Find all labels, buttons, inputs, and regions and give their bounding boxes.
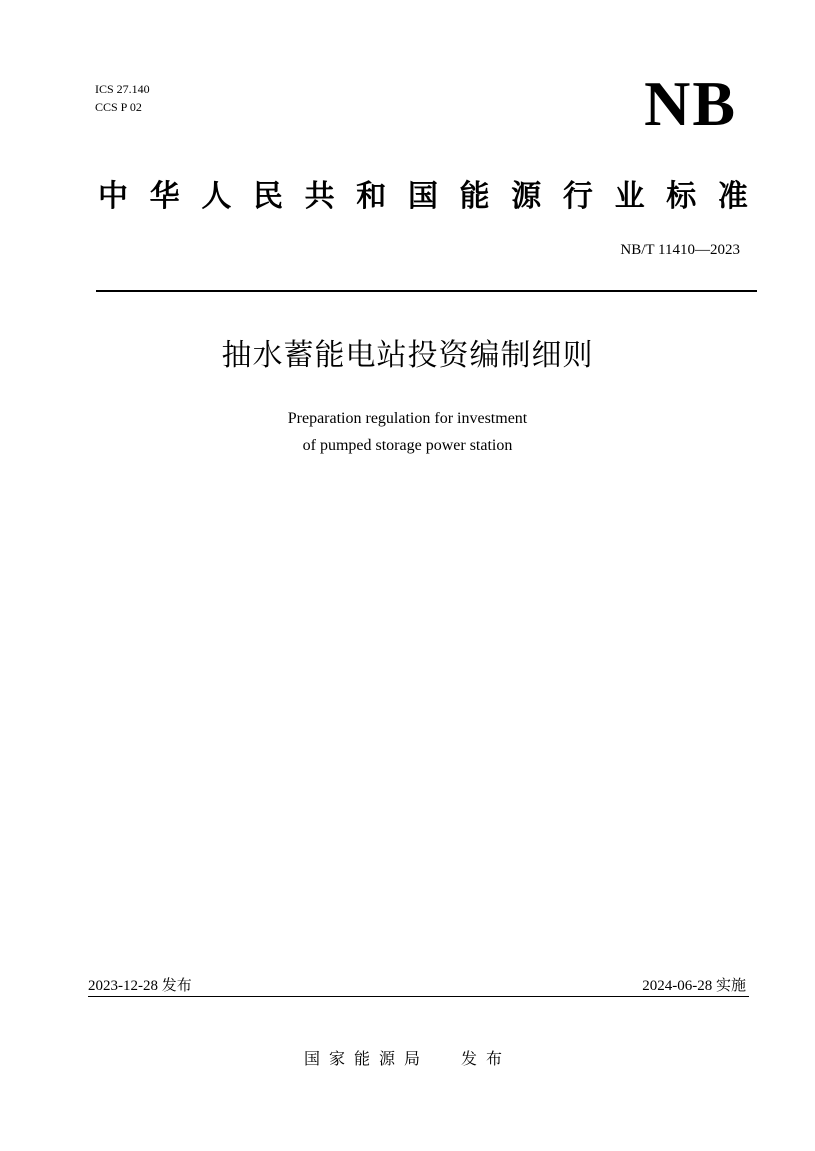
standard-number: NB/T 11410—2023 bbox=[620, 242, 740, 258]
industry-title-char: 人 bbox=[201, 179, 232, 214]
english-title bbox=[0, 405, 815, 459]
industry-title-char: 行 bbox=[562, 179, 593, 214]
issue-label: 发布 bbox=[161, 976, 192, 994]
industry-title-char: 中 bbox=[98, 179, 128, 214]
authority-name: 国家能源局 bbox=[303, 1049, 429, 1068]
english-title-line-1: Preparation regulation for investment bbox=[287, 410, 528, 427]
industry-title-char: 准 bbox=[717, 179, 748, 214]
chinese-title: 抽水蓄能电站投资编制细则 bbox=[221, 338, 594, 373]
issue-action: 发布 bbox=[461, 1049, 512, 1068]
date-row bbox=[88, 974, 749, 997]
industry-title-char: 和 bbox=[356, 179, 387, 214]
ccs-code: CCS P 02 bbox=[95, 100, 142, 114]
industry-title-char: 业 bbox=[614, 179, 645, 214]
industry-title-char: 华 bbox=[149, 179, 180, 214]
industry-title-char: 国 bbox=[407, 179, 438, 214]
nb-logo: NB bbox=[644, 68, 737, 139]
industry-standard-title bbox=[98, 172, 748, 222]
classification-codes bbox=[95, 80, 150, 116]
issuing-authority bbox=[0, 1046, 815, 1072]
industry-title-char: 源 bbox=[511, 179, 542, 214]
industry-title-char: 能 bbox=[459, 179, 490, 214]
english-title-line-2: of pumped storage power station bbox=[302, 437, 513, 454]
implement-date-block bbox=[642, 974, 746, 997]
header-divider bbox=[96, 290, 757, 292]
industry-title-char: 共 bbox=[304, 179, 335, 214]
implement-date: 2024-06-28 bbox=[642, 978, 713, 994]
industry-title-char: 民 bbox=[252, 179, 283, 214]
industry-title-char: 标 bbox=[666, 179, 697, 214]
issue-date-block bbox=[88, 974, 192, 997]
implement-label: 实施 bbox=[715, 976, 746, 994]
ics-code: ICS 27.140 bbox=[95, 82, 150, 96]
issue-date: 2023-12-28 bbox=[88, 978, 158, 994]
